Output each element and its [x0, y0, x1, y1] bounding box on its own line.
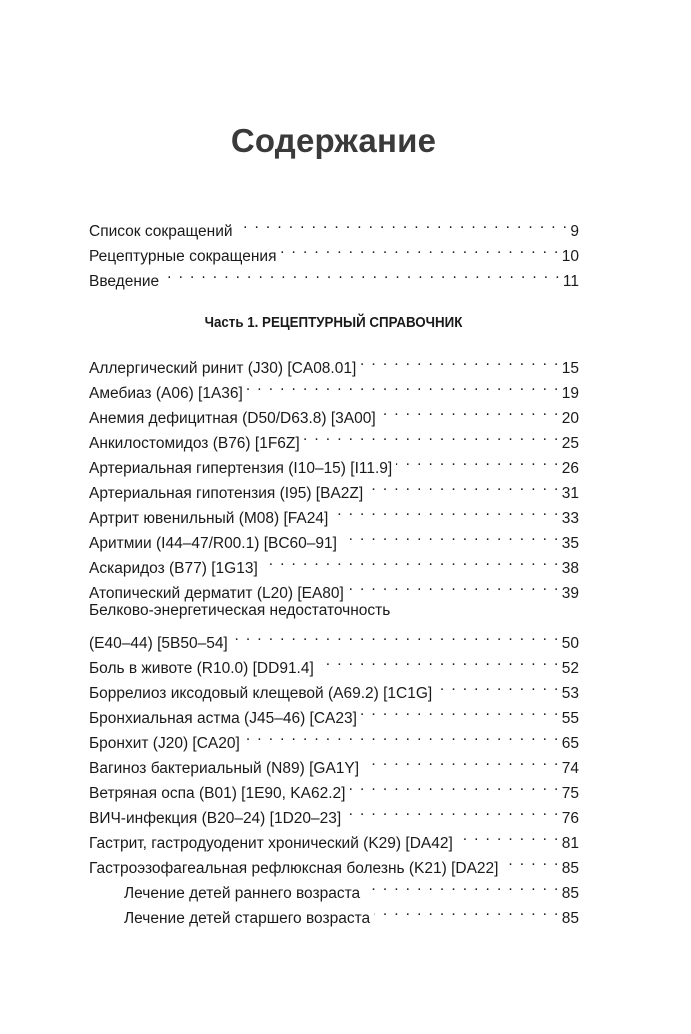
- dot-leader: [232, 623, 560, 648]
- entry-page: 35: [561, 535, 579, 552]
- dot-leader: [349, 773, 559, 798]
- entry-title: Список сокращений: [89, 223, 233, 240]
- dot-leader: [237, 211, 569, 236]
- entry-page: 52: [561, 660, 579, 677]
- page-title: Содержание: [230, 122, 437, 159]
- entry-title: Амебиаз (A06) [1A36]: [89, 385, 243, 402]
- dot-leader: [247, 373, 560, 398]
- entry-page: 75: [561, 785, 579, 802]
- entry-title: Аллергический ринит (J30) [CA08.01]: [89, 360, 357, 377]
- entry-title: Бронхиальная астма (J45–46) [CA23]: [89, 710, 357, 727]
- dot-leader: [163, 261, 561, 286]
- entry-page: 39: [561, 585, 579, 602]
- dot-leader: [396, 448, 560, 473]
- dot-leader: [244, 723, 560, 748]
- entry-title: Вагиноз бактериальный (N89) [GA1Y]: [89, 760, 360, 777]
- dot-leader: [436, 673, 560, 698]
- entry-page: 25: [561, 435, 579, 452]
- entry-title: Ветряная оспа (B01) [1E90, KA62.2]: [89, 785, 346, 802]
- entry-title: ВИЧ-инфекция (B20–24) [1D20–23]: [89, 810, 342, 827]
- entry-title: Гастрит, гастродуоденит хронический (K29) [DA42]: [89, 835, 453, 852]
- entry-page: 10: [561, 248, 579, 265]
- entry-page: 33: [561, 510, 579, 527]
- entry-page: 50: [561, 635, 579, 652]
- entry-page: 15: [561, 360, 579, 377]
- entry-page: 85: [561, 885, 579, 902]
- dot-leader: [457, 823, 560, 848]
- entry-page: 53: [561, 685, 579, 702]
- dot-leader: [318, 648, 560, 673]
- entry-title: Аскаридоз (B77) [1G13]: [89, 560, 258, 577]
- entry-page: 65: [561, 735, 579, 752]
- entry-title: Введение: [89, 273, 160, 290]
- dot-leader: [280, 236, 559, 261]
- dot-leader: [304, 423, 560, 448]
- entry-page: 19: [561, 385, 579, 402]
- entry-page: 20: [561, 410, 579, 427]
- entry-page: 74: [561, 760, 579, 777]
- entry-page: 9: [570, 223, 579, 240]
- toc-intro: [89, 211, 579, 290]
- entry-title: Артериальная гипотензия (I95) [BA2Z]: [89, 485, 364, 502]
- dot-leader: [363, 748, 560, 773]
- entry-page: 85: [561, 910, 579, 927]
- entry-title: Анкилостомидоз (B76) [1F6Z]: [89, 435, 300, 452]
- entry-title: Лечение детей раннего возраста: [124, 885, 361, 902]
- toc-entry[interactable]: [89, 261, 579, 290]
- dot-leader: [374, 898, 560, 923]
- entry-title: Белково-энергетическая недостаточность: [89, 602, 391, 619]
- entry-title: Боль в животе (R10.0) [DD91.4]: [89, 660, 314, 677]
- toc-entry[interactable]: [89, 348, 579, 377]
- entry-page: 55: [561, 710, 579, 727]
- entry-page: 81: [561, 835, 579, 852]
- entry-page: 76: [561, 810, 579, 827]
- entry-page: 11: [562, 273, 579, 290]
- entry-title: Артериальная гипертензия (I10–15) [I11.9]: [89, 460, 393, 477]
- dot-leader: [361, 698, 560, 723]
- entry-title: Боррелиоз иксодовый клещевой (A69.2) [1C1G]: [89, 685, 433, 702]
- part-heading: Часть 1. РЕЦЕПТУРНЫЙ СПРАВОЧНИК: [204, 315, 463, 331]
- toc-main: [89, 348, 579, 927]
- entry-title: Лечение детей старшего возраста: [124, 910, 371, 927]
- dot-leader: [367, 473, 560, 498]
- dot-leader: [345, 798, 560, 823]
- entry-title: Артрит ювенильный (M08) [FA24]: [89, 510, 329, 527]
- dot-leader: [380, 398, 560, 423]
- entry-title: Аритмии (I44–47/R00.1) [BC60–91]: [89, 535, 337, 552]
- dot-leader: [364, 873, 560, 898]
- dot-leader: [360, 348, 559, 373]
- toc-entry[interactable]: [89, 211, 579, 240]
- dot-leader: [348, 573, 560, 598]
- entry-title: Атопический дерматит (L20) [EA80]: [89, 585, 344, 602]
- entry-title: Бронхит (J20) [CA20]: [89, 735, 240, 752]
- entry-page: 26: [561, 460, 579, 477]
- dot-leader: [262, 548, 560, 573]
- entry-page: 85: [561, 860, 579, 877]
- dot-leader: [341, 523, 560, 548]
- entry-title: Гастроэзофагеальная рефлюксная болезнь (K21) [DA22]: [89, 860, 499, 877]
- entry-title: (E40–44) [5B50–54]: [89, 635, 228, 652]
- toc-entry-line1[interactable]: [89, 598, 579, 623]
- entry-page: 38: [561, 560, 579, 577]
- toc-entry-line2[interactable]: [89, 623, 579, 652]
- entry-title: Анемия дефицитная (D50/D63.8) [3A00]: [89, 410, 376, 427]
- entry-title: Рецептурные сокращения: [89, 248, 277, 265]
- dot-leader: [332, 498, 559, 523]
- dot-leader: [502, 848, 559, 873]
- entry-page: 31: [561, 485, 579, 502]
